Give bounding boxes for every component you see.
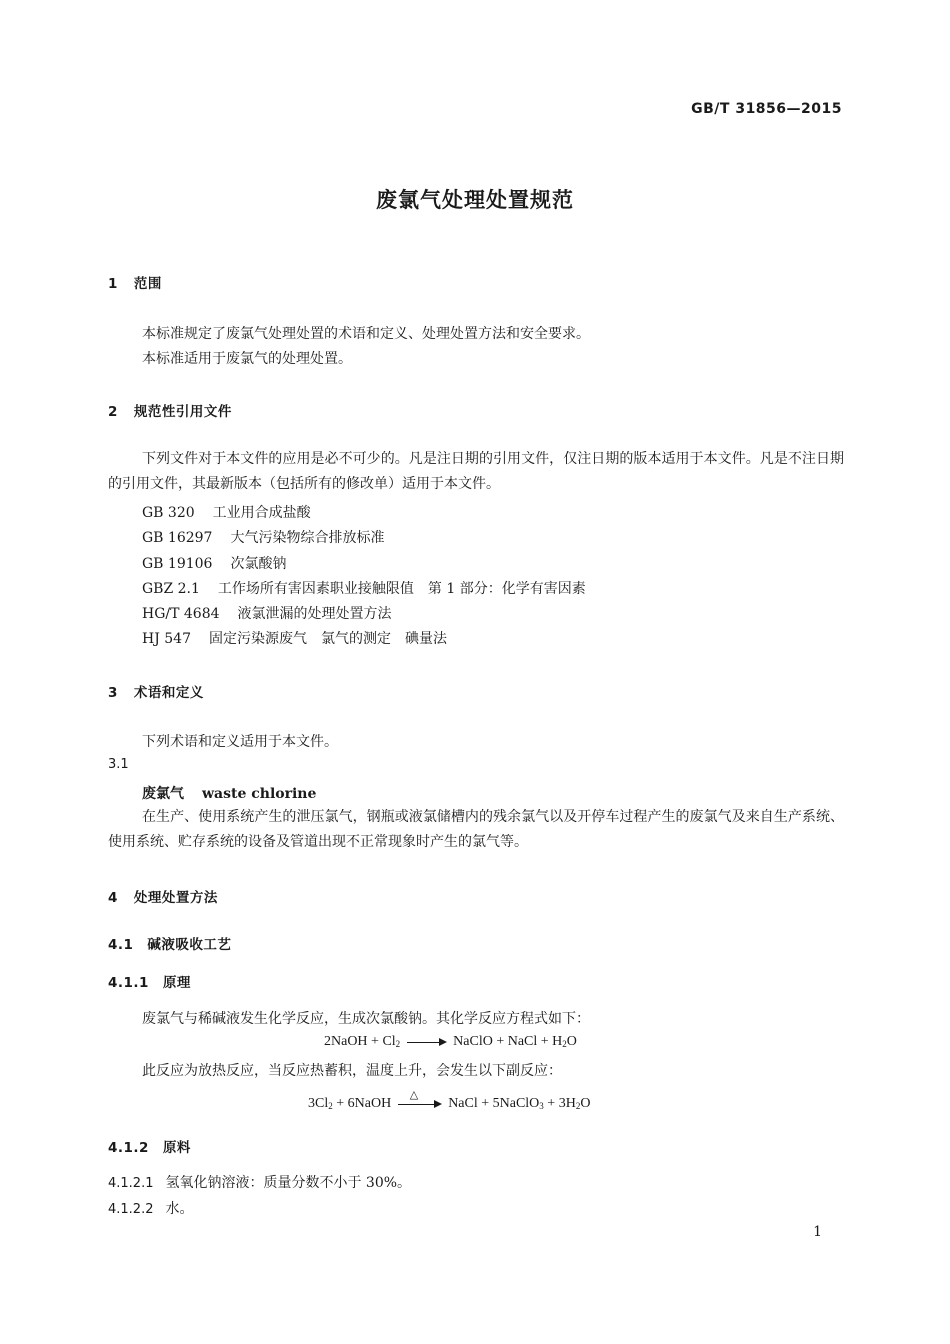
reference-item <box>142 527 384 547</box>
section-number: 2 <box>108 404 118 420</box>
equation-products-tail: O <box>580 1096 591 1111</box>
reference-code: HJ 547 <box>142 631 191 647</box>
chemical-equation-2 <box>308 1088 591 1112</box>
reference-code: GB 19106 <box>142 556 213 572</box>
term-definition: 在生产、使用系统产生的泄压氯气，钢瓶或液氯储槽内的残余氯气以及开停车过程产生的废氯气及来自生产系统、使用系统、贮存系统的设备及管道出现不正常现象时产生的氯气等。 <box>108 809 844 850</box>
clause-number: 4.1.2.2 <box>108 1202 154 1217</box>
section-title: 处理处置方法 <box>133 890 218 906</box>
subsection-4-1-heading <box>108 933 231 953</box>
section-title: 术语和定义 <box>133 685 204 701</box>
reference-item <box>142 502 311 522</box>
reference-title: 工作场所有害因素职业接触限值 第 1 部分：化学有害因素 <box>217 581 586 597</box>
term-number: 3.1 <box>108 757 129 772</box>
subscript: 2 <box>328 1101 333 1111</box>
subsection-4-1-2-heading <box>108 1136 191 1156</box>
reference-title: 次氯酸钠 <box>230 556 287 572</box>
section-1-heading <box>108 272 162 292</box>
section-title: 原料 <box>162 1140 191 1156</box>
equation-reactants: 2NaOH + Cl <box>324 1034 396 1049</box>
section-title: 原理 <box>162 975 191 991</box>
reference-title: 大气污染物综合排放标准 <box>230 530 385 546</box>
paragraph: 下列文件对于本文件的应用是必不可少的。凡是注日期的引用文件，仅注日期的版本适用于本文件。凡是不注日期的引用文件，其最新版本（包括所有的修改单）适用于本文件。 <box>108 451 844 492</box>
section-title: 碱液吸收工艺 <box>147 937 232 953</box>
section-number: 3 <box>108 685 118 701</box>
paragraph: 本标准规定了废氯气处理处置的术语和定义、处理处置方法和安全要求。 <box>142 326 590 342</box>
clause-text: 氢氧化钠溶液：质量分数不小于 30%。 <box>165 1175 412 1191</box>
clause-item <box>108 1172 411 1192</box>
equation-reactants: 3Cl <box>308 1096 329 1111</box>
subscript: 2 <box>562 1039 567 1049</box>
equation-products-mid: + 3H <box>543 1096 576 1111</box>
document-title: 废氯气处理处置规范 <box>376 188 574 212</box>
reference-item <box>142 603 392 623</box>
section-number: 4.1.1 <box>108 975 149 991</box>
paragraph: 此反应为放热反应，当反应热蓄积，温度上升，会发生以下副反应： <box>142 1063 562 1079</box>
paragraph: 下列术语和定义适用于本文件。 <box>142 734 338 750</box>
page-number: 1 <box>813 1224 822 1240</box>
paragraph: 本标准适用于废氯气的处理处置。 <box>142 351 352 367</box>
reference-item <box>142 553 286 573</box>
clause-item <box>108 1198 193 1218</box>
clause-text: 水。 <box>165 1201 194 1217</box>
section-4-heading <box>108 886 218 906</box>
reference-item <box>142 628 447 648</box>
section-number: 4.1 <box>108 937 134 953</box>
chemical-equation-1 <box>324 1034 577 1050</box>
subscript: 3 <box>539 1101 544 1111</box>
reference-title: 工业用合成盐酸 <box>212 505 311 521</box>
section-number: 4 <box>108 890 118 906</box>
equation-products: NaClO + NaCl + H <box>453 1034 563 1049</box>
subsection-4-1-1-heading <box>108 971 191 991</box>
term-english: waste chlorine <box>202 786 317 802</box>
reference-code: HG/T 4684 <box>142 606 220 622</box>
clause-number: 4.1.2.1 <box>108 1176 154 1191</box>
section-2-heading <box>108 400 232 420</box>
term-entry <box>142 783 316 803</box>
reference-code: GB 16297 <box>142 530 213 546</box>
term-chinese: 废氯气 <box>142 786 184 802</box>
equation-reactants-tail: + 6NaOH <box>332 1096 392 1111</box>
reference-title: 液氯泄漏的处理处置方法 <box>237 606 392 622</box>
section-title: 规范性引用文件 <box>133 404 232 420</box>
reference-title: 固定污染源废气 氯气的测定 碘量法 <box>209 631 447 647</box>
subscript: 2 <box>575 1101 581 1111</box>
reference-code: GB 320 <box>142 505 195 521</box>
reference-code: GBZ 2.1 <box>142 581 200 597</box>
standard-number: GB/T 31856—2015 <box>691 101 842 117</box>
section-number: 1 <box>108 276 118 292</box>
subscript: 2 <box>395 1039 401 1049</box>
section-title: 范围 <box>133 276 162 292</box>
equation-products: NaCl + 5NaClO <box>448 1096 540 1111</box>
section-number: 4.1.2 <box>108 1140 149 1156</box>
heat-condition: △ <box>409 1088 419 1101</box>
paragraph: 废氯气与稀碱液发生化学反应，生成次氯酸钠。其化学反应方程式如下： <box>142 1011 590 1027</box>
equation-products-tail: O <box>566 1034 577 1049</box>
section-3-heading <box>108 681 204 701</box>
reference-item <box>142 578 586 598</box>
